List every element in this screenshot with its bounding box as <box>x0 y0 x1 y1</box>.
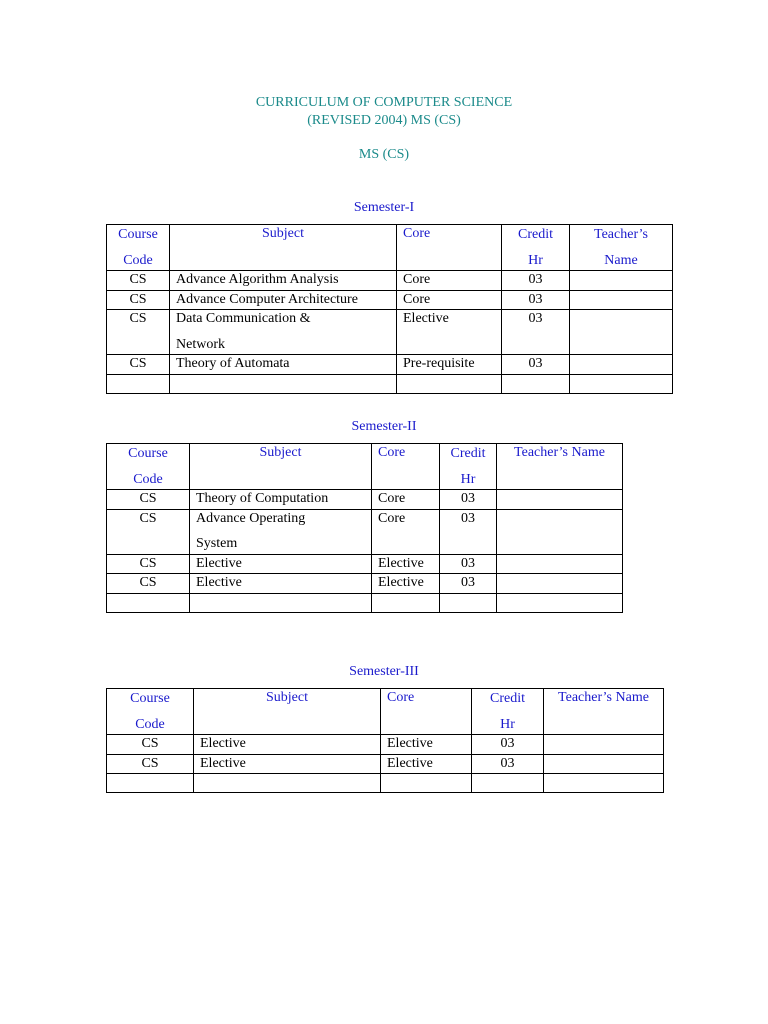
teacher-name <box>570 271 673 291</box>
header-teacher-name: Teacher’s Name <box>544 689 664 735</box>
subject: Elective <box>194 754 381 774</box>
semester-3-heading: Semester-III <box>349 664 419 679</box>
document-title: CURRICULUM OF COMPUTER SCIENCE <box>255 95 513 110</box>
table-row <box>107 271 673 291</box>
credit-hours: 03 <box>502 290 570 310</box>
teacher-name <box>570 310 673 355</box>
credit-hours: 03 <box>440 574 497 594</box>
course-code: CS <box>107 754 194 774</box>
teacher-name <box>497 554 623 574</box>
core-type: Core <box>397 290 502 310</box>
core-type: Pre-requisite <box>397 355 502 375</box>
header-course-code: Course Code <box>107 225 170 271</box>
core-type: Core <box>372 509 440 554</box>
credit-hours: 03 <box>472 754 544 774</box>
credit-hours: 03 <box>502 271 570 291</box>
program-heading: MS (CS) <box>358 147 410 162</box>
teacher-name <box>544 735 664 755</box>
credit-hours: 03 <box>502 310 570 355</box>
table-header-row <box>107 225 673 271</box>
empty-row <box>107 374 673 393</box>
course-code: CS <box>107 490 190 510</box>
document-subtitle: (REVISED 2004) MS (CS) <box>307 113 461 128</box>
credit-hours: 03 <box>472 735 544 755</box>
header-course-code: Course Code <box>107 689 194 735</box>
header-teacher-name: Teacher’s Name <box>497 444 623 490</box>
credit-hours: 03 <box>440 490 497 510</box>
table-row <box>107 574 623 594</box>
core-type: Core <box>397 271 502 291</box>
subject: Advance Algorithm Analysis <box>170 271 397 291</box>
teacher-name <box>497 490 623 510</box>
teacher-name <box>570 290 673 310</box>
table-row <box>107 355 673 375</box>
header-subject: Subject <box>190 444 372 490</box>
empty-row <box>107 774 664 793</box>
header-credit-hr: Credit Hr <box>502 225 570 271</box>
core-type: Elective <box>372 554 440 574</box>
teacher-name <box>497 509 623 554</box>
core-type: Elective <box>381 735 472 755</box>
header-teacher-name: Teacher’s Name <box>570 225 673 271</box>
table-row <box>107 490 623 510</box>
core-type: Core <box>372 490 440 510</box>
table-row <box>107 310 673 355</box>
credit-hours: 03 <box>440 509 497 554</box>
subject: Advance Computer Architecture <box>170 290 397 310</box>
teacher-name <box>570 355 673 375</box>
credit-hours: 03 <box>440 554 497 574</box>
course-code: CS <box>107 574 190 594</box>
semester-1-table <box>106 224 673 394</box>
table-row <box>107 509 623 554</box>
semester-2-table <box>106 443 623 613</box>
header-credit-hr: Credit Hr <box>472 689 544 735</box>
course-code: CS <box>107 290 170 310</box>
table-row <box>107 290 673 310</box>
semester-2-heading: Semester-II <box>351 419 417 434</box>
header-credit-hr: Credit Hr <box>440 444 497 490</box>
teacher-name <box>544 754 664 774</box>
course-code: CS <box>107 271 170 291</box>
header-core: Core <box>397 225 502 271</box>
core-type: Elective <box>397 310 502 355</box>
table-row <box>107 754 664 774</box>
course-code: CS <box>107 554 190 574</box>
credit-hours: 03 <box>502 355 570 375</box>
table-header-row <box>107 444 623 490</box>
table-row <box>107 554 623 574</box>
subject: Theory of Computation <box>190 490 372 510</box>
course-code: CS <box>107 509 190 554</box>
course-code: CS <box>107 310 170 355</box>
header-subject: Subject <box>170 225 397 271</box>
semester-1-heading: Semester-I <box>353 200 415 215</box>
course-code: CS <box>107 355 170 375</box>
core-type: Elective <box>381 754 472 774</box>
subject: Data Communication & Network <box>170 310 397 355</box>
table-header-row <box>107 689 664 735</box>
semester-3-table <box>106 688 664 793</box>
core-type: Elective <box>372 574 440 594</box>
subject: Theory of Automata <box>170 355 397 375</box>
header-core: Core <box>381 689 472 735</box>
subject: Elective <box>190 554 372 574</box>
header-course-code: Course Code <box>107 444 190 490</box>
course-code: CS <box>107 735 194 755</box>
teacher-name <box>497 574 623 594</box>
header-subject: Subject <box>194 689 381 735</box>
subject: Elective <box>194 735 381 755</box>
subject: Advance Operating System <box>190 509 372 554</box>
table-row <box>107 735 664 755</box>
header-core: Core <box>372 444 440 490</box>
empty-row <box>107 593 623 612</box>
subject: Elective <box>190 574 372 594</box>
